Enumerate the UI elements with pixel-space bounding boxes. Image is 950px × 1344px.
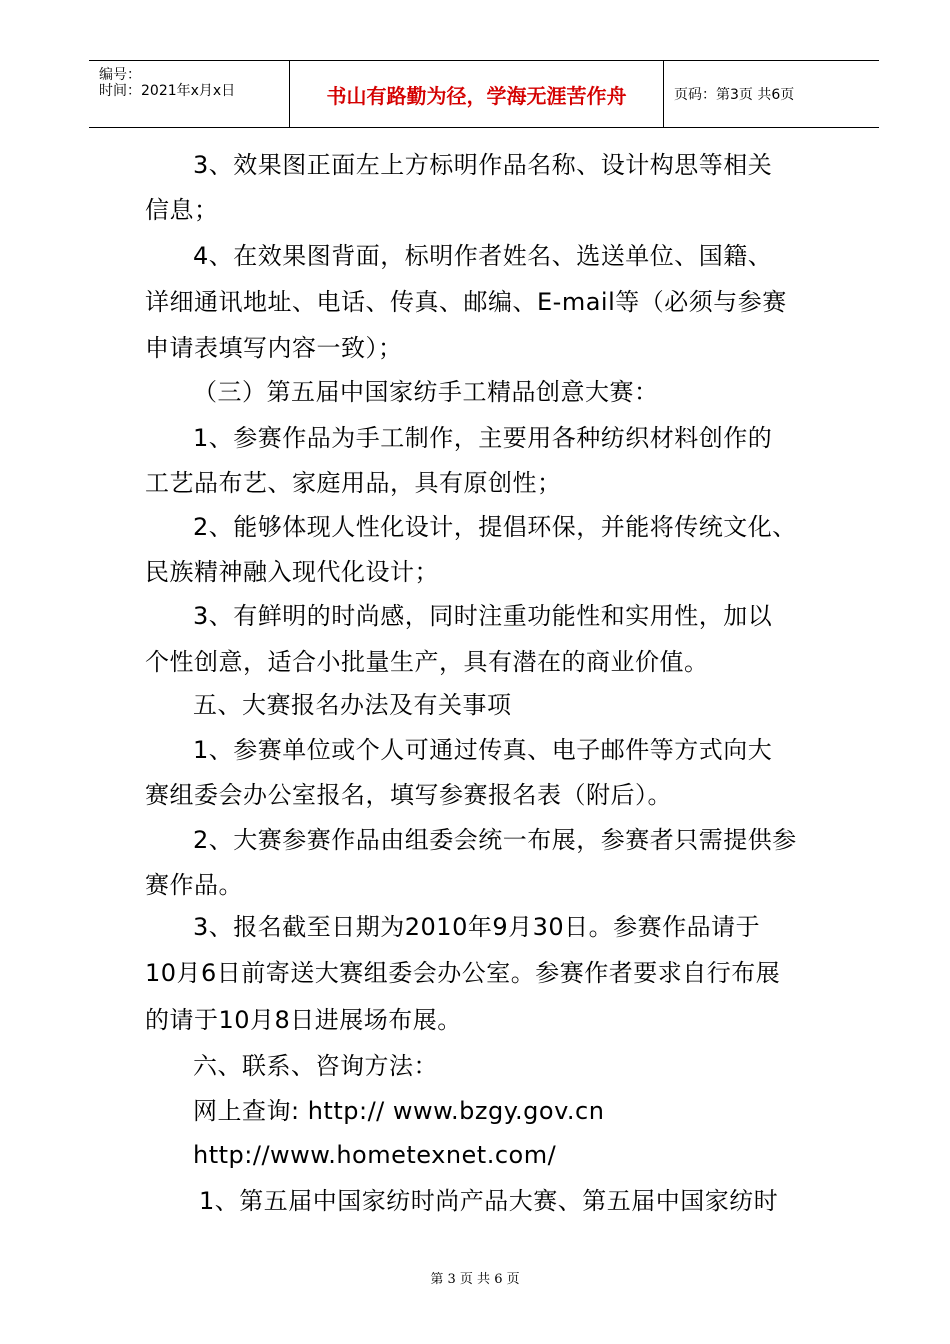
body-line: 赛组委会办公室报名，填写参赛报名表（附后）。	[145, 781, 672, 809]
body-line: 赛作品。	[145, 871, 243, 899]
body-line: 4、在效果图背面，标明作者姓名、选送单位、国籍、	[193, 242, 773, 270]
header-time-label: 时间：2021年x月x日	[99, 83, 236, 99]
body-line: 1、第五届中国家纺时尚产品大赛、第五届中国家纺时	[199, 1187, 779, 1215]
body-line: 10月6日前寄送大赛组委会办公室。参赛作者要求自行布展	[145, 959, 781, 987]
section-heading: 六、联系、咨询方法：	[193, 1052, 438, 1080]
body-line: 3、有鲜明的时尚感，同时注重功能性和实用性，加以	[193, 602, 773, 630]
header-page-cell	[664, 61, 879, 127]
body-line: 1、参赛单位或个人可通过传真、电子邮件等方式向大	[193, 736, 773, 764]
header-motto: 书山有路勤为径，学海无涯苦作舟	[326, 83, 627, 108]
section-heading: 五、大赛报名办法及有关事项	[193, 691, 512, 719]
body-line: 2、大赛参赛作品由组委会统一布展，参赛者只需提供参	[193, 826, 797, 854]
header-meta	[89, 61, 289, 127]
header-page-info: 页码：第3页 共6页	[674, 87, 795, 103]
body-line-url: 网上查询: http:// www.bzgy.gov.cn	[193, 1097, 605, 1125]
body-line: 工艺品布艺、家庭用品，具有原创性；	[145, 469, 562, 497]
page-footer: 第 3 页 共 6 页	[430, 1272, 520, 1287]
body-line: 民族精神融入现代化设计；	[145, 558, 439, 586]
body-line: 3、报名截至日期为2010年9月30日。参赛作品请于	[193, 913, 761, 941]
body-line: 3、效果图正面左上方标明作品名称、设计构思等相关	[193, 151, 773, 179]
header-motto-cell	[289, 61, 664, 127]
body-line: 1、参赛作品为手工制作，主要用各种纺织材料创作的	[193, 424, 773, 452]
body-line: 详细通讯地址、电话、传真、邮编、E-mail等（必须与参赛	[145, 288, 787, 316]
body-line: 信息；	[145, 196, 219, 224]
page-header	[89, 60, 879, 128]
body-line: 个性创意，适合小批量生产，具有潜在的商业价值。	[145, 648, 709, 676]
body-line: 申请表填写内容一致）；	[145, 334, 403, 362]
section-heading: （三）第五届中国家纺手工精品创意大赛：	[193, 378, 659, 406]
body-line-url: http://www.hometexnet.com/	[193, 1141, 557, 1169]
body-line: 的请于10月8日进展场布展。	[145, 1006, 462, 1034]
header-number-label: 编号：	[99, 67, 141, 83]
body-line: 2、能够体现人性化设计，提倡环保，并能将传统文化、	[193, 513, 797, 541]
